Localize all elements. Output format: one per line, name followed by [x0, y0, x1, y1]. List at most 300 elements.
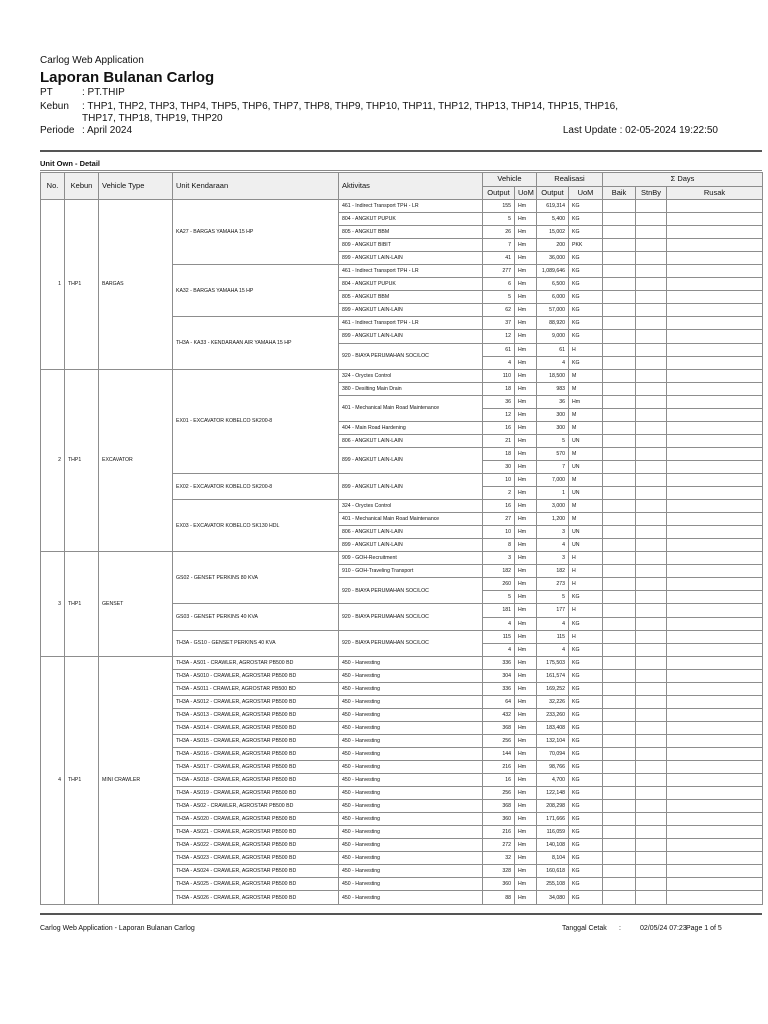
cell-vehicle-output: 4: [483, 617, 515, 630]
cell-vehicle-type: BARGAS: [99, 200, 173, 370]
cell-rusak: [667, 447, 763, 460]
cell-realisasi-output: 200: [537, 239, 569, 252]
cell-realisasi-uom: H: [569, 578, 603, 591]
cell-rusak: [667, 252, 763, 265]
cell-vehicle-output: 12: [483, 330, 515, 343]
cell-vehicle-output: 8: [483, 539, 515, 552]
cell-baik: [603, 721, 636, 734]
cell-stnby: [636, 356, 667, 369]
cell-vehicle-output: 64: [483, 695, 515, 708]
cell-rusak: [667, 291, 763, 304]
cell-rusak: [667, 774, 763, 787]
cell-baik: [603, 800, 636, 813]
cell-rusak: [667, 500, 763, 513]
col-header-output: Output: [483, 186, 515, 200]
cell-aktivitas: 450 - Harvesting: [339, 761, 483, 774]
cell-vehicle-uom: Hm: [515, 500, 537, 513]
cell-realisasi-uom: KG: [569, 200, 603, 213]
cell-realisasi-output: 34,080: [537, 891, 569, 904]
cell-unit: TH3A - AS025 - CRAWLER, AGROSTAR PB500 BD: [173, 878, 339, 891]
cell-baik: [603, 291, 636, 304]
cell-vehicle-uom: Hm: [515, 826, 537, 839]
cell-unit: GS02 - GENSET PERKINS 80 KVA: [173, 552, 339, 604]
divider: [40, 150, 762, 152]
cell-realisasi-output: 4: [537, 356, 569, 369]
cell-aktivitas: 806 - ANGKUT LAIN-LAIN: [339, 434, 483, 447]
col-header-uom: UoM: [515, 186, 537, 200]
cell-baik: [603, 356, 636, 369]
cell-aktivitas: 899 - ANGKUT LAIN-LAIN: [339, 473, 483, 499]
cell-baik: [603, 408, 636, 421]
cell-unit: TH3A - AS016 - CRAWLER, AGROSTAR PB500 BD: [173, 747, 339, 760]
cell-baik: [603, 813, 636, 826]
cell-vehicle-output: 41: [483, 252, 515, 265]
cell-baik: [603, 747, 636, 760]
cell-unit: TH3A - AS010 - CRAWLER, AGROSTAR PB500 BD: [173, 669, 339, 682]
cell-realisasi-output: 6,000: [537, 291, 569, 304]
section-title: Unit Own - Detail: [40, 159, 100, 168]
cell-stnby: [636, 643, 667, 656]
footer-print-label: Tanggal Cetak: [562, 925, 607, 932]
cell-vehicle-uom: Hm: [515, 630, 537, 643]
cell-realisasi-output: 132,104: [537, 734, 569, 747]
cell-stnby: [636, 747, 667, 760]
cell-aktivitas: 899 - ANGKUT LAIN-LAIN: [339, 447, 483, 473]
kebun-label: Kebun: [40, 101, 69, 112]
cell-vehicle-output: 4: [483, 643, 515, 656]
cell-vehicle-uom: Hm: [515, 421, 537, 434]
cell-rusak: [667, 669, 763, 682]
cell-vehicle-uom: Hm: [515, 487, 537, 500]
col-header-uom: UoM: [569, 186, 603, 200]
cell-aktivitas: 450 - Harvesting: [339, 787, 483, 800]
cell-realisasi-uom: KG: [569, 800, 603, 813]
cell-aktivitas: 899 - ANGKUT LAIN-LAIN: [339, 330, 483, 343]
cell-rusak: [667, 239, 763, 252]
cell-aktivitas: 450 - Harvesting: [339, 839, 483, 852]
cell-unit: EX03 - EXCAVATOR KOBELCO SK130 HDL: [173, 500, 339, 552]
cell-realisasi-output: 9,000: [537, 330, 569, 343]
cell-rusak: [667, 356, 763, 369]
cell-realisasi-output: 7: [537, 460, 569, 473]
cell-aktivitas: 899 - ANGKUT LAIN-LAIN: [339, 304, 483, 317]
cell-realisasi-output: 70,094: [537, 747, 569, 760]
cell-aktivitas: 909 - GOH-Recruitment: [339, 552, 483, 565]
cell-aktivitas: 450 - Harvesting: [339, 865, 483, 878]
cell-rusak: [667, 565, 763, 578]
cell-vehicle-output: 304: [483, 669, 515, 682]
cell-rusak: [667, 591, 763, 604]
cell-unit: TH3A - AS022 - CRAWLER, AGROSTAR PB500 BD: [173, 839, 339, 852]
cell-vehicle-output: 277: [483, 265, 515, 278]
cell-baik: [603, 369, 636, 382]
cell-vehicle-output: 27: [483, 513, 515, 526]
cell-vehicle-uom: Hm: [515, 643, 537, 656]
cell-stnby: [636, 200, 667, 213]
cell-vehicle-output: 181: [483, 604, 515, 617]
cell-realisasi-output: 161,574: [537, 669, 569, 682]
cell-stnby: [636, 291, 667, 304]
cell-vehicle-output: 368: [483, 721, 515, 734]
cell-realisasi-output: 7,000: [537, 473, 569, 486]
cell-realisasi-uom: KG: [569, 265, 603, 278]
cell-vehicle-uom: Hm: [515, 513, 537, 526]
cell-stnby: [636, 787, 667, 800]
cell-aktivitas: 324 - Oryctes Control: [339, 369, 483, 382]
cell-stnby: [636, 774, 667, 787]
cell-vehicle-output: 216: [483, 761, 515, 774]
cell-unit: GS03 - GENSET PERKINS 40 KVA: [173, 604, 339, 630]
cell-aktivitas: 450 - Harvesting: [339, 852, 483, 865]
cell-stnby: [636, 369, 667, 382]
cell-baik: [603, 878, 636, 891]
cell-vehicle-uom: Hm: [515, 813, 537, 826]
cell-vehicle-output: 62: [483, 304, 515, 317]
cell-stnby: [636, 213, 667, 226]
cell-rusak: [667, 891, 763, 904]
cell-aktivitas: 450 - Harvesting: [339, 695, 483, 708]
cell-aktivitas: 461 - Indirect Transport TPH - LR: [339, 317, 483, 330]
cell-aktivitas: 806 - ANGKUT LAIN-LAIN: [339, 526, 483, 539]
cell-realisasi-uom: KG: [569, 291, 603, 304]
cell-rusak: [667, 382, 763, 395]
cell-vehicle-output: 256: [483, 734, 515, 747]
cell-aktivitas: 450 - Harvesting: [339, 708, 483, 721]
cell-stnby: [636, 226, 667, 239]
cell-aktivitas: 899 - ANGKUT LAIN-LAIN: [339, 539, 483, 552]
cell-vehicle-uom: Hm: [515, 774, 537, 787]
cell-vehicle-output: 5: [483, 591, 515, 604]
cell-stnby: [636, 552, 667, 565]
cell-realisasi-output: 8,104: [537, 852, 569, 865]
cell-vehicle-output: 336: [483, 656, 515, 669]
cell-realisasi-uom: UN: [569, 487, 603, 500]
cell-baik: [603, 200, 636, 213]
cell-unit: TH3A - GS10 - GENSET PERKINS 40 KVA: [173, 630, 339, 656]
cell-realisasi-output: 300: [537, 421, 569, 434]
cell-vehicle-output: 216: [483, 826, 515, 839]
cell-vehicle-uom: Hm: [515, 291, 537, 304]
cell-unit: KA27 - BARGAS YAMAHA 15 HP: [173, 200, 339, 265]
cell-vehicle-output: 155: [483, 200, 515, 213]
cell-aktivitas: 461 - Indirect Transport TPH - LR: [339, 200, 483, 213]
cell-aktivitas: 380 - Desilting Main Drain: [339, 382, 483, 395]
cell-kebun: THP1: [65, 200, 99, 370]
report-table-body: [41, 200, 763, 905]
cell-unit: TH3A - AS015 - CRAWLER, AGROSTAR PB500 BD: [173, 734, 339, 747]
cell-unit: TH3A - AS01 - CRAWLER, AGROSTAR PB500 BD: [173, 656, 339, 669]
cell-rusak: [667, 317, 763, 330]
cell-vehicle-output: 10: [483, 473, 515, 486]
cell-aktivitas: 450 - Harvesting: [339, 682, 483, 695]
cell-rusak: [667, 343, 763, 356]
cell-vehicle-uom: Hm: [515, 317, 537, 330]
cell-realisasi-output: 36: [537, 395, 569, 408]
cell-vehicle-output: 432: [483, 708, 515, 721]
cell-vehicle-uom: Hm: [515, 304, 537, 317]
col-header-baik: Baik: [603, 186, 636, 200]
cell-realisasi-uom: M: [569, 382, 603, 395]
cell-baik: [603, 656, 636, 669]
cell-stnby: [636, 343, 667, 356]
cell-realisasi-uom: KG: [569, 656, 603, 669]
cell-realisasi-uom: KG: [569, 591, 603, 604]
cell-baik: [603, 669, 636, 682]
cell-vehicle-uom: Hm: [515, 787, 537, 800]
cell-realisasi-output: 570: [537, 447, 569, 460]
cell-realisasi-uom: KG: [569, 213, 603, 226]
cell-realisasi-output: 61: [537, 343, 569, 356]
kebun-value: : THP1, THP2, THP3, THP4, THP5, THP6, THP7, THP8, THP9, THP10, THP11, THP12, THP13, THP14, THP15, THP16, THP17, THP18, THP19, THP20: [82, 101, 618, 124]
cell-realisasi-uom: KG: [569, 761, 603, 774]
app-name: Carlog Web Application: [40, 55, 144, 66]
cell-realisasi-uom: KG: [569, 695, 603, 708]
cell-rusak: [667, 395, 763, 408]
cell-realisasi-output: 88,920: [537, 317, 569, 330]
cell-aktivitas: 899 - ANGKUT LAIN-LAIN: [339, 252, 483, 265]
cell-aktivitas: 450 - Harvesting: [339, 656, 483, 669]
cell-realisasi-uom: M: [569, 369, 603, 382]
cell-realisasi-output: 1: [537, 487, 569, 500]
cell-rusak: [667, 434, 763, 447]
cell-realisasi-uom: UN: [569, 539, 603, 552]
cell-realisasi-uom: KG: [569, 813, 603, 826]
cell-realisasi-output: 98,766: [537, 761, 569, 774]
cell-rusak: [667, 695, 763, 708]
cell-aktivitas: 920 - BIAYA PERUMAHAN SOC/LOC: [339, 343, 483, 369]
cell-kebun: THP1: [65, 369, 99, 552]
cell-vehicle-output: 115: [483, 630, 515, 643]
cell-vehicle-output: 32: [483, 852, 515, 865]
cell-realisasi-output: 115: [537, 630, 569, 643]
cell-kebun: THP1: [65, 552, 99, 656]
cell-aktivitas: 450 - Harvesting: [339, 878, 483, 891]
cell-realisasi-output: 619,314: [537, 200, 569, 213]
cell-vehicle-uom: Hm: [515, 761, 537, 774]
cell-vehicle-output: 272: [483, 839, 515, 852]
cell-unit: TH3A - AS017 - CRAWLER, AGROSTAR PB500 BD: [173, 761, 339, 774]
cell-rusak: [667, 852, 763, 865]
cell-stnby: [636, 473, 667, 486]
cell-stnby: [636, 265, 667, 278]
cell-stnby: [636, 526, 667, 539]
cell-vehicle-output: 10: [483, 526, 515, 539]
cell-baik: [603, 343, 636, 356]
cell-realisasi-output: 57,000: [537, 304, 569, 317]
page-title: Laporan Bulanan Carlog: [40, 69, 215, 86]
cell-vehicle-uom: Hm: [515, 656, 537, 669]
cell-vehicle-uom: Hm: [515, 539, 537, 552]
cell-rusak: [667, 839, 763, 852]
cell-realisasi-uom: UN: [569, 526, 603, 539]
cell-vehicle-uom: Hm: [515, 226, 537, 239]
cell-realisasi-output: 5: [537, 591, 569, 604]
cell-aktivitas: 450 - Harvesting: [339, 826, 483, 839]
cell-baik: [603, 487, 636, 500]
cell-realisasi-output: 15,002: [537, 226, 569, 239]
cell-rusak: [667, 369, 763, 382]
cell-baik: [603, 761, 636, 774]
cell-vehicle-uom: Hm: [515, 200, 537, 213]
cell-realisasi-output: 122,148: [537, 787, 569, 800]
cell-realisasi-uom: KG: [569, 669, 603, 682]
cell-aktivitas: 805 - ANGKUT BBM: [339, 226, 483, 239]
cell-baik: [603, 891, 636, 904]
cell-rusak: [667, 643, 763, 656]
cell-stnby: [636, 578, 667, 591]
cell-unit: TH3A - AS013 - CRAWLER, AGROSTAR PB500 BD: [173, 708, 339, 721]
cell-baik: [603, 839, 636, 852]
cell-stnby: [636, 800, 667, 813]
cell-realisasi-output: 300: [537, 408, 569, 421]
cell-vehicle-uom: Hm: [515, 369, 537, 382]
cell-vehicle-output: 336: [483, 682, 515, 695]
cell-vehicle-output: 368: [483, 800, 515, 813]
cell-stnby: [636, 317, 667, 330]
cell-baik: [603, 460, 636, 473]
cell-stnby: [636, 487, 667, 500]
cell-vehicle-output: 144: [483, 747, 515, 760]
cell-aktivitas: 461 - Indirect Transport TPH - LR: [339, 265, 483, 278]
cell-unit: TH3A - AS020 - CRAWLER, AGROSTAR PB500 BD: [173, 813, 339, 826]
cell-baik: [603, 539, 636, 552]
cell-baik: [603, 578, 636, 591]
cell-realisasi-uom: Hm: [569, 395, 603, 408]
cell-vehicle-output: 4: [483, 356, 515, 369]
cell-realisasi-output: 4: [537, 617, 569, 630]
cell-stnby: [636, 878, 667, 891]
cell-rusak: [667, 682, 763, 695]
col-header-stnby: StnBy: [636, 186, 667, 200]
col-header-aktivitas: Aktivitas: [339, 173, 483, 200]
col-header-kebun: Kebun: [65, 173, 99, 200]
cell-realisasi-uom: KG: [569, 878, 603, 891]
cell-unit: TH3A - AS026 - CRAWLER, AGROSTAR PB500 BD: [173, 891, 339, 904]
cell-rusak: [667, 813, 763, 826]
cell-baik: [603, 708, 636, 721]
cell-rusak: [667, 604, 763, 617]
cell-stnby: [636, 408, 667, 421]
cell-vehicle-uom: Hm: [515, 473, 537, 486]
cell-baik: [603, 473, 636, 486]
cell-vehicle-type: EXCAVATOR: [99, 369, 173, 552]
cell-rusak: [667, 473, 763, 486]
cell-rusak: [667, 721, 763, 734]
cell-unit: TH3A - AS02 - CRAWLER, AGROSTAR PB500 BD: [173, 800, 339, 813]
cell-vehicle-uom: Hm: [515, 343, 537, 356]
cell-rusak: [667, 708, 763, 721]
cell-rusak: [667, 408, 763, 421]
cell-unit: TH3A - AS024 - CRAWLER, AGROSTAR PB500 BD: [173, 865, 339, 878]
cell-stnby: [636, 604, 667, 617]
table-row: [41, 656, 763, 669]
cell-baik: [603, 774, 636, 787]
cell-vehicle-output: 5: [483, 213, 515, 226]
cell-vehicle-uom: Hm: [515, 213, 537, 226]
cell-aktivitas: 809 - ANGKUT BIBIT: [339, 239, 483, 252]
cell-baik: [603, 734, 636, 747]
cell-vehicle-uom: Hm: [515, 356, 537, 369]
cell-vehicle-output: 88: [483, 891, 515, 904]
cell-realisasi-output: 18,500: [537, 369, 569, 382]
cell-realisasi-output: 182: [537, 565, 569, 578]
cell-baik: [603, 382, 636, 395]
last-update: Last Update : 02-05-2024 19:22:50: [562, 125, 718, 136]
cell-baik: [603, 330, 636, 343]
cell-vehicle-output: 12: [483, 408, 515, 421]
cell-realisasi-output: 1,200: [537, 513, 569, 526]
cell-baik: [603, 591, 636, 604]
cell-unit: TH3A - AS012 - CRAWLER, AGROSTAR PB500 BD: [173, 695, 339, 708]
cell-realisasi-output: 36,000: [537, 252, 569, 265]
divider: [40, 913, 762, 915]
cell-realisasi-uom: M: [569, 473, 603, 486]
cell-realisasi-output: 32,226: [537, 695, 569, 708]
cell-kebun: THP1: [65, 656, 99, 904]
cell-baik: [603, 500, 636, 513]
cell-aktivitas: 804 - ANGKUT PUPUK: [339, 213, 483, 226]
cell-vehicle-uom: Hm: [515, 721, 537, 734]
cell-realisasi-uom: M: [569, 408, 603, 421]
cell-unit: TH3A - AS021 - CRAWLER, AGROSTAR PB500 BD: [173, 826, 339, 839]
cell-no: 3: [41, 552, 65, 656]
cell-stnby: [636, 460, 667, 473]
cell-vehicle-uom: Hm: [515, 734, 537, 747]
cell-vehicle-uom: Hm: [515, 239, 537, 252]
cell-realisasi-output: 140,108: [537, 839, 569, 852]
cell-realisasi-output: 983: [537, 382, 569, 395]
cell-vehicle-uom: Hm: [515, 747, 537, 760]
footer-page: Page 1 of 5: [686, 925, 722, 932]
cell-vehicle-uom: Hm: [515, 591, 537, 604]
cell-rusak: [667, 539, 763, 552]
cell-realisasi-uom: PKK: [569, 239, 603, 252]
col-header-days: Σ Days: [603, 173, 763, 187]
cell-vehicle-output: 182: [483, 565, 515, 578]
cell-realisasi-uom: KG: [569, 865, 603, 878]
cell-stnby: [636, 656, 667, 669]
cell-baik: [603, 565, 636, 578]
cell-baik: [603, 682, 636, 695]
cell-baik: [603, 826, 636, 839]
cell-stnby: [636, 330, 667, 343]
table-row: [41, 369, 763, 382]
cell-baik: [603, 278, 636, 291]
cell-stnby: [636, 591, 667, 604]
cell-realisasi-uom: H: [569, 630, 603, 643]
cell-baik: [603, 513, 636, 526]
cell-vehicle-uom: Hm: [515, 565, 537, 578]
cell-rusak: [667, 747, 763, 760]
cell-rusak: [667, 865, 763, 878]
cell-unit: TH3A - AS014 - CRAWLER, AGROSTAR PB500 BD: [173, 721, 339, 734]
cell-unit: EX01 - EXCAVATOR KOBELCO SK200-8: [173, 369, 339, 473]
cell-vehicle-output: 61: [483, 343, 515, 356]
cell-realisasi-uom: H: [569, 343, 603, 356]
cell-aktivitas: 920 - BIAYA PERUMAHAN SOC/LOC: [339, 630, 483, 656]
col-header-vehicle-type: Vehicle Type: [99, 173, 173, 200]
cell-rusak: [667, 278, 763, 291]
cell-stnby: [636, 513, 667, 526]
cell-realisasi-uom: KG: [569, 682, 603, 695]
cell-vehicle-uom: Hm: [515, 878, 537, 891]
cell-vehicle-uom: Hm: [515, 382, 537, 395]
cell-vehicle-type: GENSET: [99, 552, 173, 656]
cell-vehicle-output: 36: [483, 395, 515, 408]
cell-realisasi-uom: H: [569, 565, 603, 578]
cell-vehicle-uom: Hm: [515, 526, 537, 539]
cell-vehicle-uom: Hm: [515, 891, 537, 904]
